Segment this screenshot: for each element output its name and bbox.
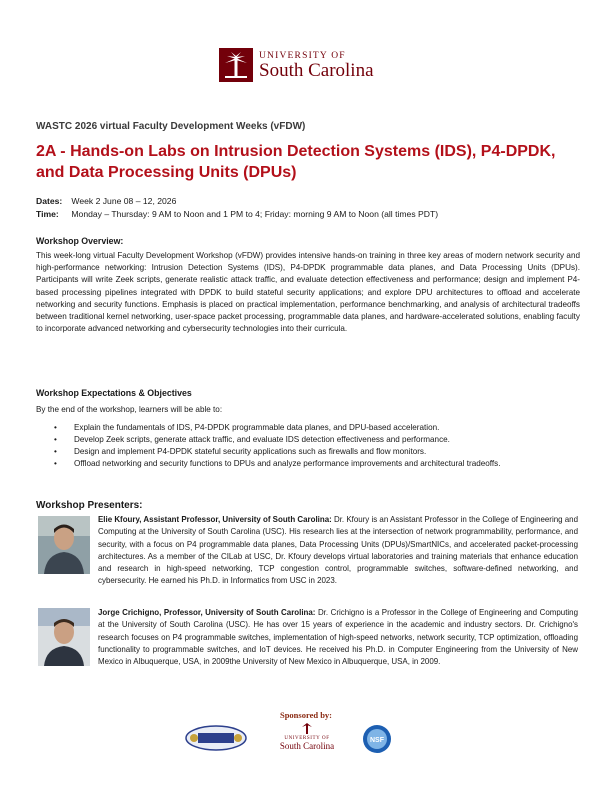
overview-heading: Workshop Overview: [36,236,124,246]
event-kicker: WASTC 2026 virtual Faculty Development Weeks (vFDW) [36,121,306,132]
overview-text: This week-long virtual Faculty Development Workshop (vFDW) provides intensive hands-on training in three key areas of modern network security and high-performance networking: Intrusion Detection Systems (IDS), P4-DPDK programmable data planes, and Data Processing Units (DPUs). Participants will write Zeek scripts, generate realistic attack traffic, and evaluate detection effectiveness and performance; design and implement P4-based processing pipelines integrated with DPDK to build stateful security applications; and explore DPU architectures to offload and accelerate networking and security functions. Emphasis is placed on practical implementation, performance benchmarking, and analysis of architectural tradeoffs between traditional kernel networking, user-space packet processing, programmable data planes, and hardware-accelerated solutions, enabling faculty to incorporate advanced networking and cybersecurity technologies into their curricula. [36,251,580,334]
time-label: Time [36,209,56,219]
page-title: 2A - Hands-on Labs on Intrusion Detection Systems (IDS), P4-DPDK, and Data Processing Units (DPUs) [36,143,556,181]
dates-line: Dates: Week 2 June 08 – 12, 2026 [36,196,177,206]
presenter-photo-kfoury [38,516,90,574]
university-of-label: UNIVERSITY OF [259,51,346,61]
objectives-list [54,422,574,470]
presenter-name-crichigno: Jorge Crichigno, Professor, University of South Carolina: [98,608,316,617]
presenter-name-kfoury: Elie Kfoury, Assistant Professor, University of South Carolina: [98,515,332,524]
dates-label: Dates [36,196,60,206]
presenters-heading: Workshop Presenters: [36,500,143,511]
university-name: South Carolina [259,60,374,81]
nsf-logo [362,724,392,759]
wastc-logo [184,724,248,757]
objective-item: • Offload networking and security functions to DPUs and analyze performance improvements and architectural tradeoffs. [54,458,574,470]
bullet-icon: • [54,423,57,432]
presenter-bio-kfoury-top [98,514,578,588]
presenter-photo-crichigno [38,608,90,666]
usc-sponsor-top: UNIVERSITY OF [284,736,330,741]
sponsored-by-label: Sponsored by: [279,710,333,720]
bullet-icon: • [54,459,57,469]
objectives-heading: Workshop Expectations & Objectives [36,388,192,398]
objective-item: • Design and implement P4-DPDK stateful security applications such as firewalls and flow monitors. [54,446,574,458]
time-value: Monday – Thursday: 9 AM to Noon and 1 PM to 4; Friday: morning 9 AM to Noon (all times PDT) [71,209,439,219]
usc-sponsor-name: South Carolina [279,741,335,751]
objective-item: • Develop Zeek scripts, generate attack traffic, and evaluate IDS detection effectiveness and performance. [54,434,574,446]
usc-sponsor-logo [274,722,340,756]
presenter-bio-crichigno: Dr. Crichigno is a Professor in the College of Engineering and Computing at the University of South Carolina (USC). He has over 15 years of experience in the academic and industry sectors. Dr. Crichigno's research focuses on P4 programmable switches, implementation of high-speed networks, network security, TCP optimization, offloading functionality to programmable switches, and IoT devices. He received his Ph.D. in Computer Engineering from the University of New Mexico in Albuquerque, USA, in 2009the University of New Mexico in Albuquerque, USA, in 2009. [98,608,578,667]
time-line: Time: Monday – Thursday: 9 AM to Noon and 1 PM to 4; Friday: morning 9 AM to Noon (all times PDT) [36,209,439,219]
palmetto-small-icon [302,722,312,734]
usc-logo [219,48,395,82]
presenter-bio-kfoury: Dr. Kfoury is an Assistant Professor in the College of Engineering and Computing at the University of South Carolina (USC). His research lies at the intersection of network programmability, performance, and security, with a focus on P4 programmable data planes, Data Processing Units (DPUs)/SmartNICs, and accelerated packet-processing architectures. As a member of the CILab at USC, Dr. Kfoury develops virtual laboratories and training materials that enhance education and research in high-speed networking, TCP congestion control, programmable switches, software-defined networking, and cybersecurity. He earned his Ph.D. in Informatics from USC in 2023. [98,515,578,586]
objectives-intro: By the end of the workshop, learners will be able to: [36,405,223,414]
presenter-bio-crichigno-top [98,607,578,668]
nsf-text: NSF [370,737,384,744]
bullet-icon: • [54,435,57,445]
bullet-icon: • [54,447,57,457]
palmetto-tree-icon [219,48,253,82]
dates-value: Week 2 June 08 – 12, 2026 [71,196,177,206]
objective-item: • Explain the fundamentals of IDS, P4-DPDK programmable data planes, and DPU-based acceleration. [54,422,574,434]
